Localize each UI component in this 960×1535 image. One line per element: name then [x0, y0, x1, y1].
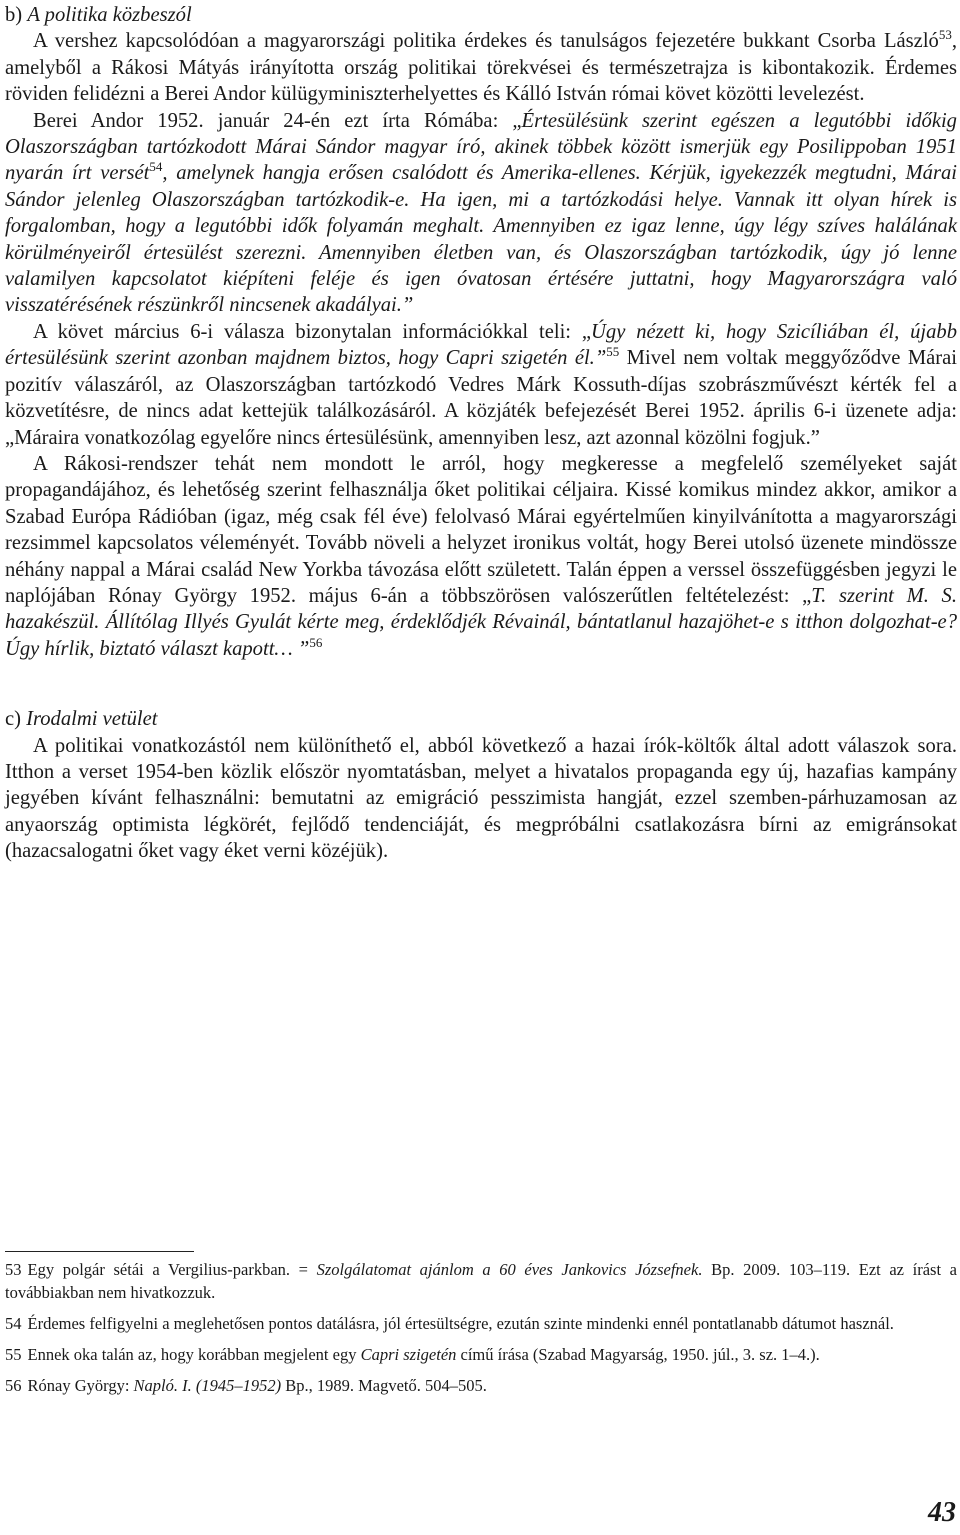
- section-spacer: [5, 662, 957, 706]
- section-c-heading: [5, 706, 957, 732]
- footnote-number: 54: [5, 1314, 22, 1333]
- quote-run: Úgy nézett ki, hogy Szicíliában él, újabb értesülésünk szerint azonban majdnem biztos, hogy Capri szigetén él.: [5, 320, 957, 370]
- footnote-56: [5, 1374, 957, 1397]
- section-b-heading: [5, 2, 957, 28]
- footnote-separator: [5, 1251, 194, 1252]
- section-b-paragraph-3: [5, 319, 957, 451]
- citation-title: Capri szigetén: [360, 1345, 457, 1364]
- text-run: Bp. 2009. 103–119. Ezt az írást a továbbiakban nem hivatkozzuk.: [5, 1260, 957, 1302]
- quote-run: T. szerint M. S. hazakészül. Állítólag Illyés Gyulát kérte meg, érdeklődjék Révainál, bántatlanul hazajöhet-e s itthon dolgozhat-e? Úgy hírlik, biztató választ kapott…: [5, 584, 957, 660]
- text-run: A Rákosi-rendszer tehát nem mondott le arról, hogy megkeresse a megfelelő személyeket saját propagandájához, és lehetőség szerint felhasználja őket politikai céljaira. Kissé komikus mindez akkor, amikor a Szabad Európa Rádióban (igaz, még csak fél éve) felolvasó Márai egyértelműen kinyilvánította a magyarországi rezsimmel kapcsolatos véleményét. Tovább növeli a helyzet ironikus voltát, hogy Berei utolsó üzenete mindössze néhány nappal a Márai család New Yorkba távozása előtt született. Talán éppen a verssel összefüggésben jegyzi le naplójában Rónay György 1952. május 6-án a többszörösen valószerűtlen feltételezést: „: [5, 452, 957, 607]
- section-b-paragraph-1: [5, 28, 957, 107]
- page-number: 43: [928, 1497, 956, 1528]
- footnote-53: [5, 1258, 957, 1304]
- text-run: Bp., 1989. Magvető. 504–505.: [281, 1376, 487, 1395]
- text-run: Ennek oka talán az, hogy korábban megjelent egy: [27, 1345, 361, 1364]
- main-text: [5, 2, 957, 865]
- footnote-ref-56[interactable]: 56: [309, 634, 323, 650]
- footnote-number: 53: [5, 1260, 22, 1279]
- quote-mark: ”: [292, 637, 310, 660]
- footnote-number: 55: [5, 1345, 22, 1364]
- text-run: Egy polgár sétái a Vergilius-parkban. =: [27, 1260, 317, 1279]
- text-run: , amelyből a Rákosi Mátyás irányította ország politikai törekvései és természetrajza is kibontakozik. Érdemes röviden felidézni a Berei Andor külügyminiszterhelyettes és Kálló István római követ közötti levelezést.: [5, 30, 957, 106]
- text-run: Mivel nem voltak meggyőződve Márai pozitív válaszáról, az Olaszországban tartózkodó Vedres Márk Kossuth-díjas szobrászművészt kérték fel a közvetítésre, de nincs adat kettejük találkozásáról. A közjáték befejezését Berei 1952. április 6-i üzenete adja: „Máraira vonatkozólag egyelőre nincs értesülésünk, amennyiben lesz, azt azonnal közölni fogjuk.”: [5, 347, 957, 449]
- text-run: A vershez kapcsolódóan a magyarországi politika érdekes és tanulságos fejezetére bukkant Csorba László: [33, 30, 939, 53]
- text-run: Érdemes felfigyelni a meglehetősen pontos datálásra, jól értesültségre, ezután szinte mindenki ennél pontatlanabb dátumot használ.: [27, 1314, 894, 1333]
- footnote-number: 56: [5, 1376, 22, 1395]
- footnote-ref-55[interactable]: 55: [606, 344, 620, 360]
- text-run: Berei Andor 1952. január 24-én ezt írta Rómába: „: [33, 109, 522, 132]
- text-run: Rónay György:: [27, 1376, 134, 1395]
- citation-title: Szolgálatomat ajánlom a 60 éves Jankovics Józsefnek.: [316, 1260, 703, 1279]
- footnote-54: [5, 1312, 957, 1335]
- section-c-label: c): [5, 708, 21, 731]
- text-run: című írása (Szabad Magyarság, 1950. júl., 3. sz. 1–4.).: [456, 1345, 820, 1364]
- section-c-title: Irodalmi vetület: [26, 708, 158, 731]
- quote-run: Értesülésünk szerint egészen a legutóbbi időkig Olaszországban tartózkodott Márai Sándor magyar író, akinek többek között ismerjük egy Posilippoban 1951 nyarán írt versét: [5, 109, 957, 185]
- section-b-title: A politika közbeszól: [27, 4, 192, 26]
- citation-title: Napló. I. (1945–1952): [133, 1376, 282, 1395]
- section-b-label: b): [5, 4, 23, 26]
- section-b-paragraph-2: [5, 108, 957, 319]
- section-b-paragraph-4: [5, 451, 957, 662]
- footnote-ref-53[interactable]: 53: [938, 27, 952, 43]
- footnote-55: [5, 1343, 957, 1366]
- text-run: A követ március 6-i válasza bizonytalan információkkal teli: „: [33, 320, 592, 343]
- footnote-ref-54[interactable]: 54: [149, 159, 163, 175]
- quote-mark: ”: [594, 347, 607, 370]
- section-c-paragraph-1: A politikai vonatkozástól nem különíthető el, abból következő a hazai írók-költők által adott válaszok sora. Itthon a verset 1954-ben közlik először nyomtatásban, melyet a hivatalos propaganda egy új, hazafias kampány jegyében kívánt felhasználni: bemutatni az emigráció pesszimista hangját, ezzel szemben-párhuzamosan az anyaország optimista légkörét, fejlődő tendenciáját, és megpróbálni csatlakozásra bírni az emigránsokat (hazacsalogatni őket vagy éket verni közéjük).: [5, 734, 957, 863]
- quote-run: , amelynek hangja erősen csalódott és Amerika-ellenes. Kérjük, igyekezzék megtudni, Márai Sándor jelenleg Olaszországban tartózkodik-e. Ha igen, mi a tartózkodási helye. Vannak itt olyan hírek is forgalomban, hogy a legutóbbi idők folyamán meghalt. Amennyiben ez igaz lenne, úgy légy szíves halálának körülményeiről értesülést szerezni. Amennyiben életben van, és Olaszországban tartózkodik, úgy jó lenne valamilyen kapcsolatot kiépíteni feléje és igen óvatosan értésére juttatni, hogy Magyarországra való visszatérésének részünkről nincsenek akadályai.: [5, 162, 957, 317]
- footnotes: [5, 1258, 957, 1405]
- quote-mark: ”: [401, 294, 414, 317]
